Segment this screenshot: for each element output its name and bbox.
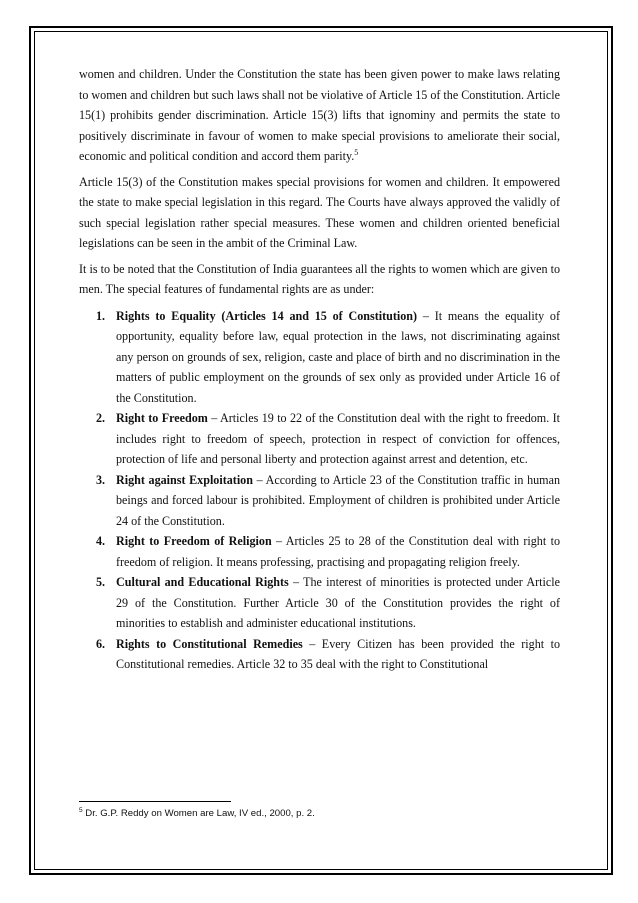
list-item-title: Right to Freedom of Religion xyxy=(116,534,272,548)
list-item-title: Cultural and Educational Rights xyxy=(116,575,289,589)
list-item-text: – Articles 25 to 28 of the Constitution deal with right to freedom of religion. It means professing, practising and propagating religion freely. xyxy=(116,534,560,569)
list-item-text: – The interest of minorities is protected under Article 29 of the Constitution. Further Article 30 of the Constitution provides the right of minorities to establish and administer educational institutions. xyxy=(116,575,560,630)
list-item-text: – Articles 19 to 22 of the Constitution deal with the right to freedom. It includes right to freedom of speech, protection in respect of conviction for offences, protection of life and personal liberty and protection against arrest and detention, etc. xyxy=(116,411,560,466)
list-item xyxy=(79,531,560,572)
footnote-ref[interactable]: 5 xyxy=(354,147,359,157)
list-item-title: Rights to Equality (Articles 14 and 15 of Constitution) xyxy=(116,308,418,323)
list-item-number: 4. xyxy=(96,534,106,548)
paragraph-3: It is to be noted that the Constitution of India guarantees all the rights to women which are given to men. The special features of fundamental rights are as under: xyxy=(79,261,560,296)
list-item xyxy=(79,634,560,675)
list-item xyxy=(79,408,560,470)
list-item xyxy=(79,470,560,532)
list-item-text: – According to Article 23 of the Constitution traffic in human beings and forced labour is prohibited. Employment of children is prohibited under Article 24 of the Constitution. xyxy=(116,472,560,528)
list-item-title: Right against Exploitation xyxy=(116,472,253,487)
list-item-number: 1. xyxy=(96,308,106,323)
list-item-number: 6. xyxy=(96,636,106,651)
list-item-title: Rights to Constitutional Remedies xyxy=(116,636,303,651)
list-item xyxy=(79,306,560,409)
footnote-number: 5 xyxy=(79,806,83,814)
list-item-number: 5. xyxy=(96,575,106,589)
document-body xyxy=(79,64,560,675)
footnote-text: Dr. G.P. Reddy on Women are Law, IV ed., 2000, p. 2. xyxy=(82,808,315,819)
list-item-text: – Every Citizen has been provided the right to Constitutional remedies. Article 32 to 35 deal with the right to Constitutional xyxy=(116,636,561,671)
paragraph-1-text: women and children. Under the Constitution the state has been given power to make laws relating to women and children but such laws shall not be violative of Article 15 of the Constitution. Article 15(1) prohibits gender discrimination. Article 15(3) lifts that ignominy and permits the state to positively discriminate in favour of women to make special provisions to ameliorate their social, economic and political condition and accord them parity. xyxy=(79,67,560,163)
footnote xyxy=(79,807,559,821)
list-item-number: 3. xyxy=(96,472,106,487)
footnote-divider xyxy=(79,801,231,802)
rights-list xyxy=(79,306,560,675)
list-item xyxy=(79,572,560,634)
list-item-title: Right to Freedom xyxy=(116,411,208,425)
list-item-number: 2. xyxy=(96,411,106,425)
list-item-text: – It means the equality of opportunity, equality before law, equal protection in the laws, not discriminating against any person on grounds of sex, religion, caste and place of birth and no discrimination in the matters of public employment on the grounds of sex only as provided under Article 16 of the Constitution. xyxy=(116,308,560,405)
paragraph-1 xyxy=(79,64,560,167)
paragraph-2: Article 15(3) of the Constitution makes special provisions for women and children. It empowered the state to make special legislation in this regard. The Courts have always approved the validly of such special legislation rather special measures. These women and children oriented beneficial legislations can be seen in the ambit of the Criminal Law. xyxy=(79,174,560,250)
